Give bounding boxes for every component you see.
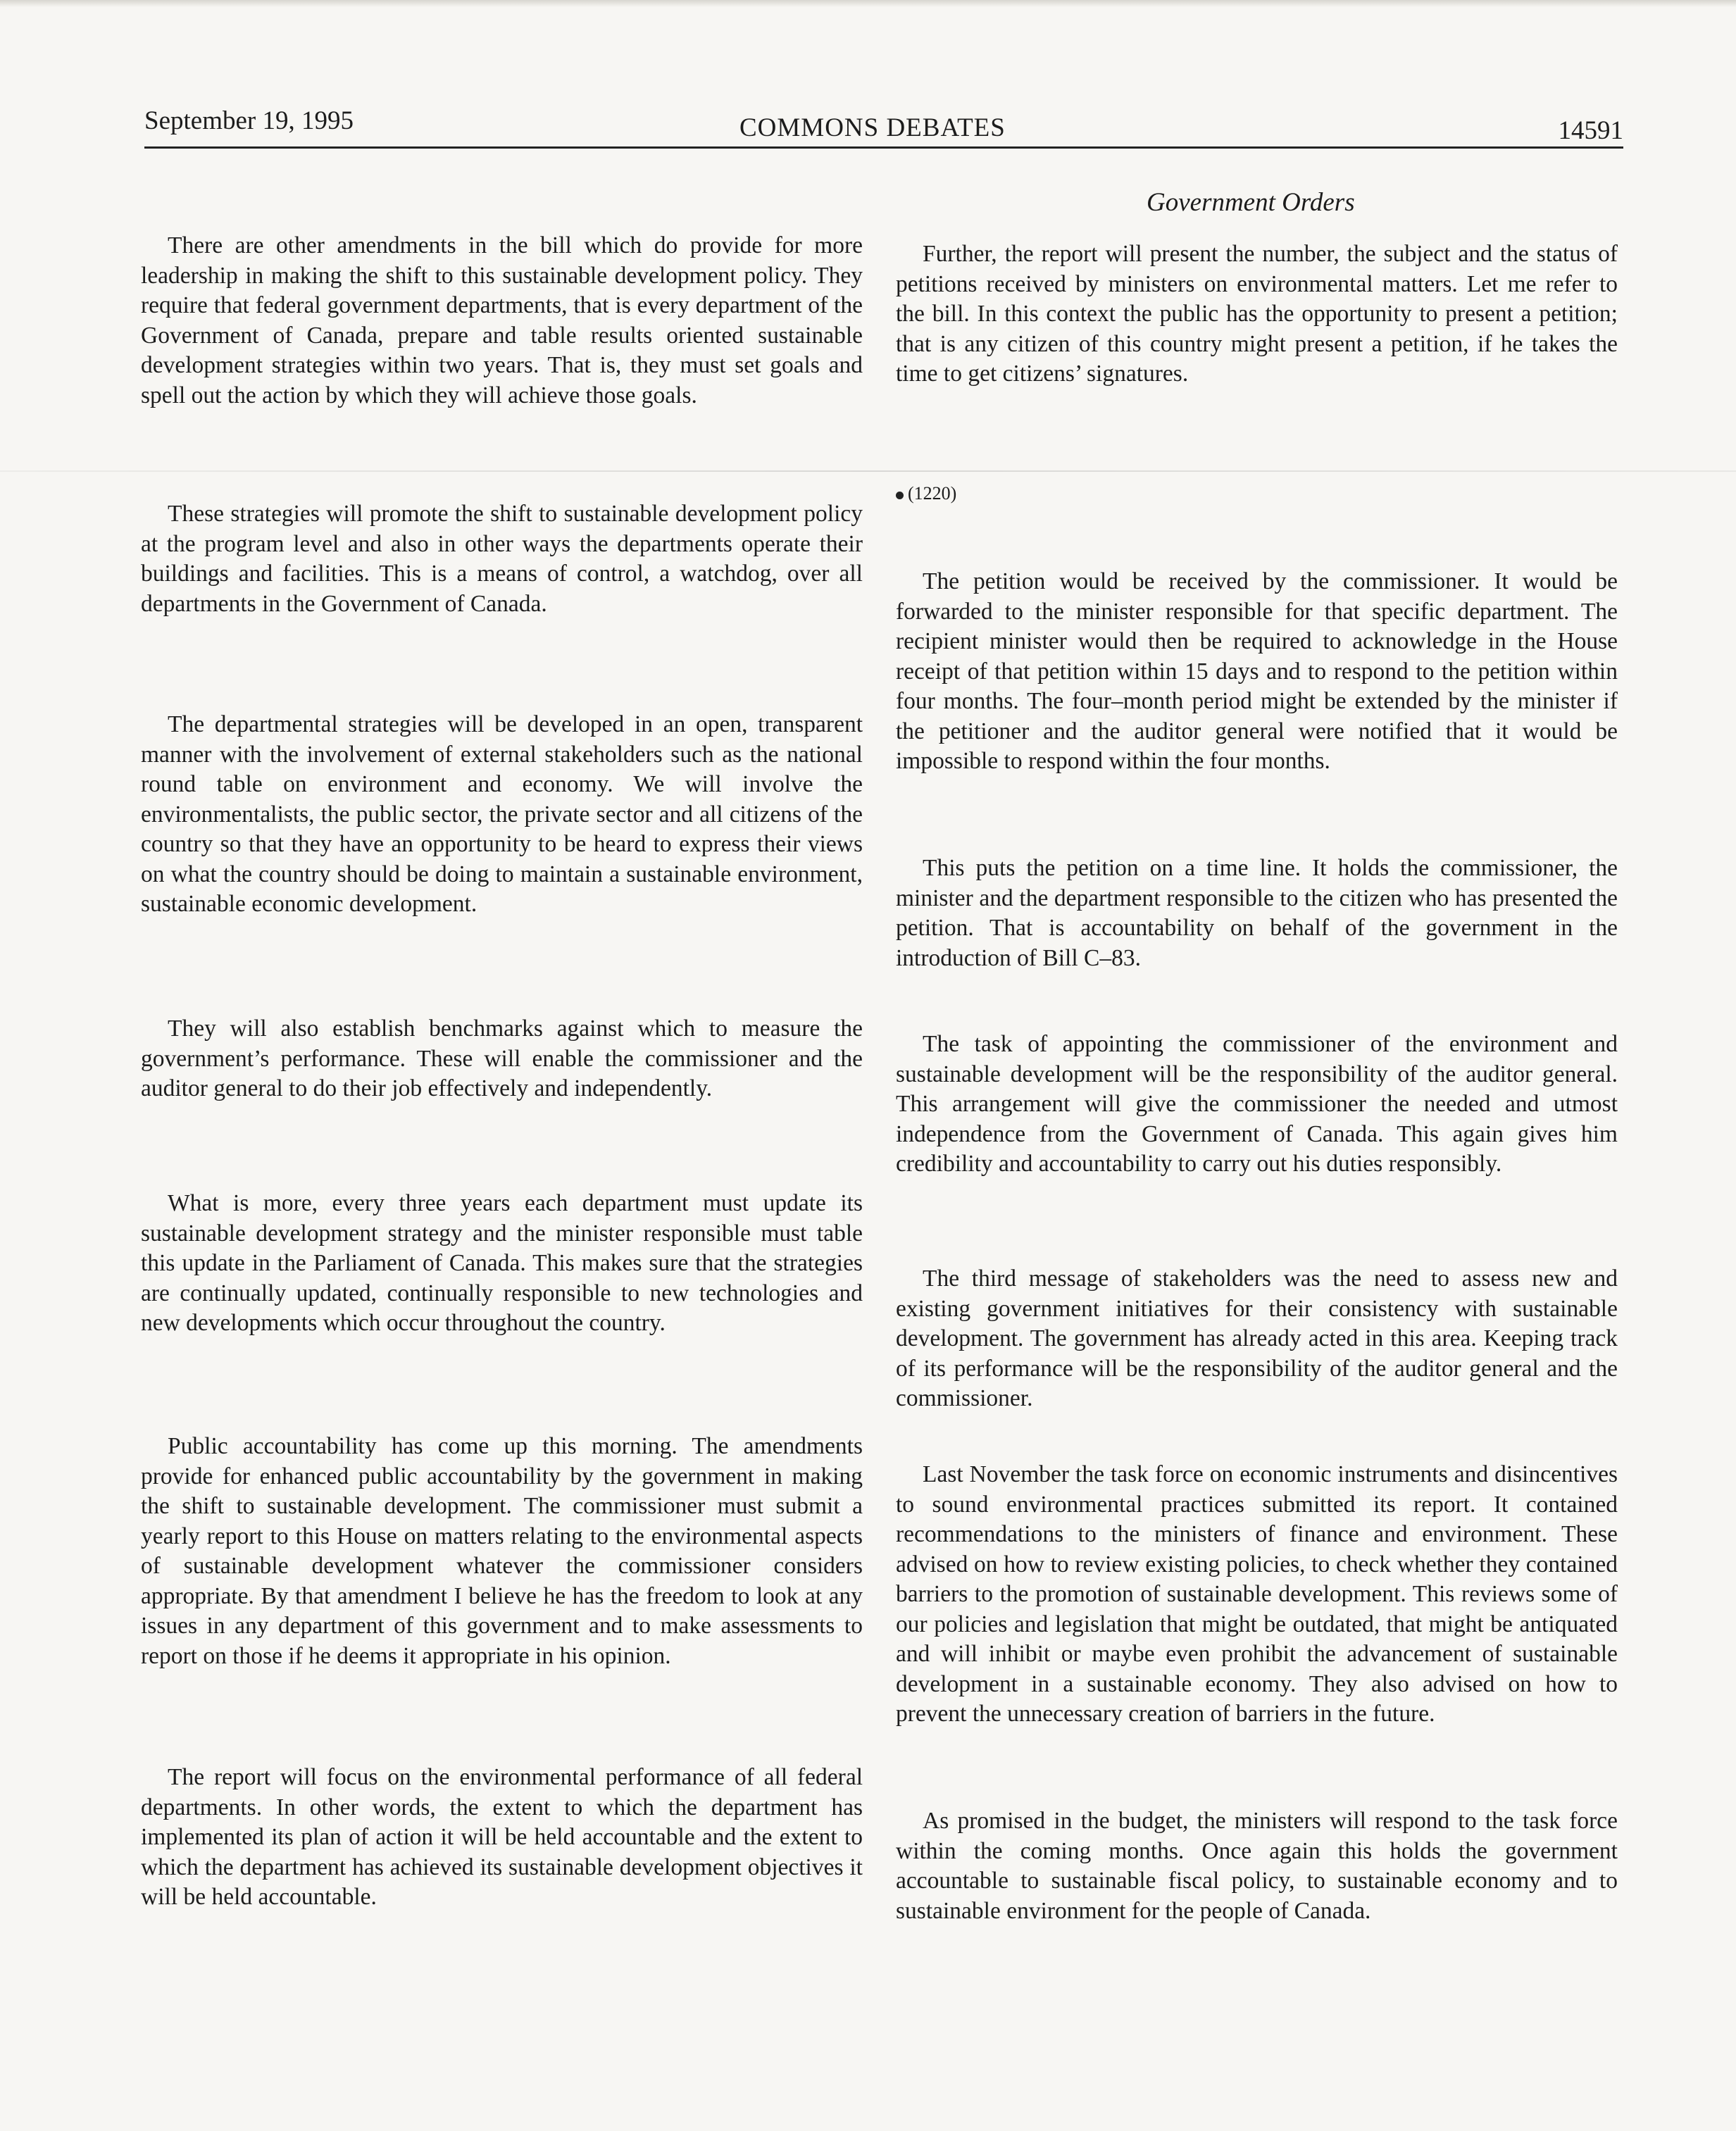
section-label: Government Orders [1147, 188, 1355, 217]
right-paragraph-5: The third message of stakeholders was the need to assess new and existing government initiatives for their consistency with sustainable development. The government has already acted in this area. Keeping track of its performance will be the responsibility of the auditor general and the commissioner. [896, 1266, 1618, 1411]
right-paragraph-1: Further, the report will present the number, the subject and the status of petitions received by ministers on environmental matters. Let me refer to the bill. In this context the public has the opportunity to present a petition; that is any citizen of this country might present a petition, if he takes the time to get citizens’ signatures. [896, 241, 1618, 387]
fold-line [0, 470, 1736, 472]
time-marker [896, 483, 956, 504]
left-paragraph-4: They will also establish benchmarks against which to measure the government’s performance. These will enable the commissioner and the auditor general to do their job effectively and independently. [141, 1015, 863, 1101]
left-paragraph-6: Public accountability has come up this morning. The amendments provide for enhanced public accountability by the government in making the shift to sustainable development. The commissioner must submit a yearly report to this House on matters relating to the environmental aspects of sustainable development whatever the commissioner considers appropriate. By that amendment I believe he has the freedom to look at any issues in any department of this government and to make assessments to report on those if he deems it appropriate in his opinion. [141, 1433, 863, 1669]
left-paragraph-2: These strategies will promote the shift to sustainable development policy at the program level and also in other ways the departments operate their buildings and facilities. This is a means of control, a watchdog, over all departments in the Government of Canada. [141, 501, 863, 617]
right-paragraph-4: The task of appointing the commissioner of the environment and sustainable development will be the responsibility of the auditor general. This arrangement will give the commissioner the needed and utmost independence from the Government of Canada. This again gives him credibility and accountability to carry out his duties responsibly. [896, 1031, 1618, 1177]
right-paragraph-6: Last November the task force on economic instruments and disincentives to sound environmental practices submitted its report. It contained recommendations to the ministers of finance and environment. These advised on how to review existing policies, to check whether they contained barriers to the promotion of sustainable development. This reviews some of our policies and legislation that might be outdated, that might be antiquated and will inhibit or maybe even prohibit the advancement of sustainable development in a sustainable economy. They also advised on how to prevent the unnecessary creation of barriers in the future. [896, 1461, 1618, 1727]
header-title: COMMONS DEBATES [739, 113, 1006, 142]
right-paragraph-3: This puts the petition on a time line. It holds the commissioner, the minister and the department responsible to the citizen who has presented the petition. That is accountability on behalf of the government in the introduction of Bill C–83. [896, 855, 1618, 971]
left-paragraph-1: There are other amendments in the bill which do provide for more leadership in making the shift to this sustainable development policy. They require that federal government departments, that is every department of the Government of Canada, prepare and table results oriented sustainable development strategies within two years. That is, they must set goals and spell out the action by which they will achieve those goals. [141, 232, 863, 408]
header-date: September 19, 1995 [144, 106, 354, 135]
time-marker-text: (1220) [908, 483, 957, 504]
right-paragraph-7: As promised in the budget, the ministers will respond to the task force within the coming months. Once again this holds the government accountable to sustainable fiscal policy, to sustainable economy and to sustainable environment for the people of Canada. [896, 1808, 1618, 1924]
header-page-number: 14591 [1558, 116, 1623, 145]
left-paragraph-3: The departmental strategies will be developed in an open, transparent manner with the involvement of external stakeholders such as the national round table on environment and economy. We will involve the environmentalists, the public sector, the private sector and all citizens of the country so that they have an opportunity to be heard to express their views on what the country should be doing to maintain a sustainable environment, sustainable economic development. [141, 711, 863, 917]
left-paragraph-5: What is more, every three years each department must update its sustainable development strategy and the minister responsible must table this update in the Parliament of Canada. This makes sure that the strategies are continually updated, continually responsible to new technologies and new developments which occur throughout the country. [141, 1190, 863, 1336]
bullet-icon [896, 492, 904, 499]
page-header [144, 106, 1623, 148]
left-paragraph-7: The report will focus on the environmental performance of all federal departments. In other words, the extent to which the department has implemented its plan of action it will be held accountable and the extent to which the department has achieved its sustainable development objectives it will be held accountable. [141, 1764, 863, 1910]
scan-edge [0, 0, 1736, 7]
right-paragraph-2: The petition would be received by the commissioner. It would be forwarded to the minister responsible for that specific department. The recipient minister would then be required to acknowledge in the House receipt of that petition within 15 days and to respond to the petition within four months. The four–month period might be extended by the minister if the petitioner and the auditor general were notified that it would be impossible to respond within the four months. [896, 568, 1618, 774]
header-rule [144, 146, 1623, 149]
